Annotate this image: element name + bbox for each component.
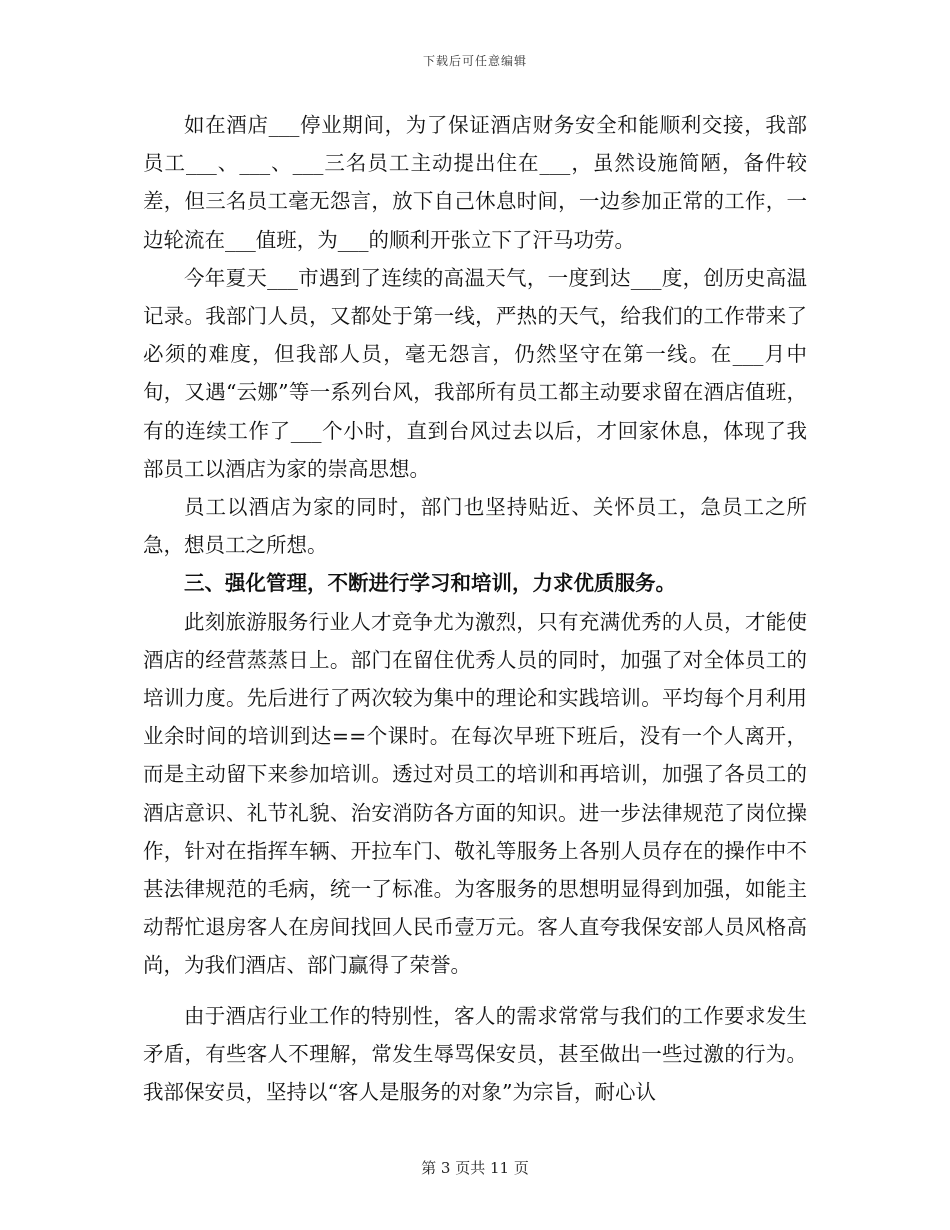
document-body bbox=[143, 106, 807, 1111]
section-heading-3: 三、强化管理，不断进行学习和培训，力求优质服务。 bbox=[184, 571, 676, 596]
paragraph-3: 员工以酒店为家的同时，部门也坚持贴近、关怀员工，急员工之所急，想员工之所想。 bbox=[143, 495, 807, 558]
paragraph-1: 如在酒店___停业期间，为了保证酒店财务安全和能顺利交接，我部员工___、___、___三名员工主动提出住在___，虽然设施简陋，备件较差，但三名员工毫无怨言，放下自己休息时间，一边参加正常的工作，一边轮流在___值班，为___的顺利开张立下了汗马功劳。 bbox=[143, 113, 807, 252]
page-header: 下载后可任意编辑 bbox=[422, 54, 527, 68]
paragraph-2: 今年夏天___市遇到了连续的高温天气，一度到达___度，创历史高温记录。我部门人员，又都处于第一线，严热的天气，给我们的工作带来了必须的难度，但我部人员，毫无怨言，仍然坚守在第一线。在___月中旬，又遇“云娜”等一系列台风，我部所有员工都主动要求留在酒店值班，有的连续工作了___个小时，直到台风过去以后，才回家休息，体现了我部员工以酒店为家的崇高思想。 bbox=[143, 265, 807, 481]
paragraph-4: 此刻旅游服务行业人才竞争尤为激烈，只有充满优秀的人员，才能使酒店的经营蒸蒸日上。部门在留住优秀人员的同时，加强了对全体员工的培训力度。先后进行了两次较为集中的理论和实践培训。平均每个月利用业余时间的培训到达==个课时。在每次早班下班后，没有一个人离开，而是主动留下来参加培训。透过对员工的培训和再培训，加强了各员工的酒店意识、礼节礼貌、治安消防各方面的知识。进一步法律规范了岗位操作，针对在指挥车辆、开拉车门、敬礼等服务上各别人员存在的操作中不甚法律规范的毛病，统一了标准。为客服务的思想明显得到加强，如能主动帮忙退房客人在房间找回人民币壹万元。客人直夸我保安部人员风格高尚，为我们酒店、部门赢得了荣誉。 bbox=[143, 609, 807, 978]
paragraph-5: 由于酒店行业工作的特别性，客人的需求常常与我们的工作要求发生矛盾，有些客人不理解，常发生辱骂保安员，甚至做出一些过激的行为。我部保安员，坚持以“客人是服务的对象”为宗旨，耐心认 bbox=[143, 1003, 807, 1105]
page-footer: 第 3 页共 11 页 bbox=[421, 1159, 529, 1177]
